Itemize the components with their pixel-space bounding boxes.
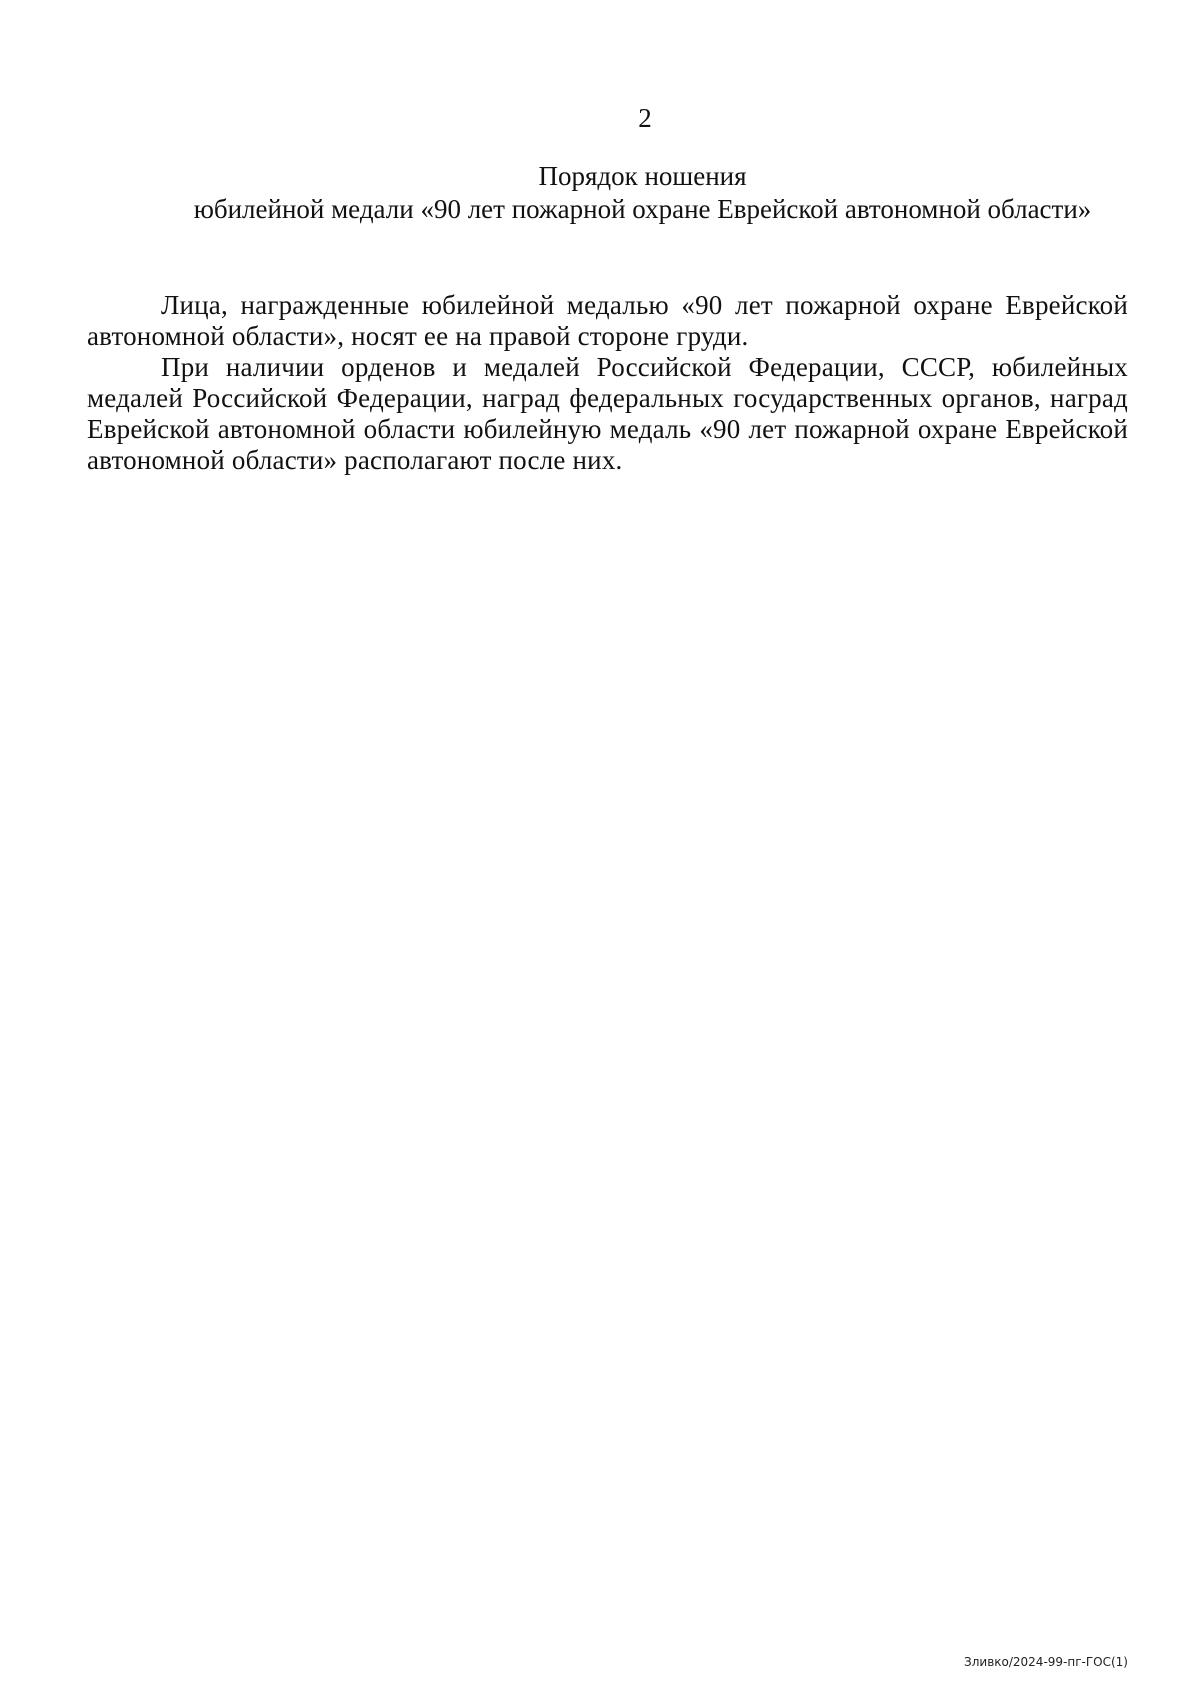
title-line-1: Порядок ношения xyxy=(538,161,747,191)
title-line-2: юбилейной медали «90 лет пожарной охране Еврейской автономной области» xyxy=(193,194,1092,224)
document-title xyxy=(170,160,1115,226)
body-paragraph-1: Лица, награжденные юбилейной медалью «90 лет пожарной охране Еврейской автономной области», носят ее на правой стороне груди. xyxy=(87,290,1128,351)
document-body xyxy=(87,290,1128,476)
body-paragraph-2: При наличии орденов и медалей Российской Федерации, СССР, юбилейных медалей Российской Федерации, наград федеральных государственных органов, наград Еврейской автономной области юбилейную медаль «90 лет пожарной охране Еврейской автономной области» располагают после них. xyxy=(87,352,1128,475)
document-registration-code: Зливко/2024-99-пг-ГОС(1) xyxy=(964,1655,1128,1669)
page-number: 2 xyxy=(638,103,652,133)
